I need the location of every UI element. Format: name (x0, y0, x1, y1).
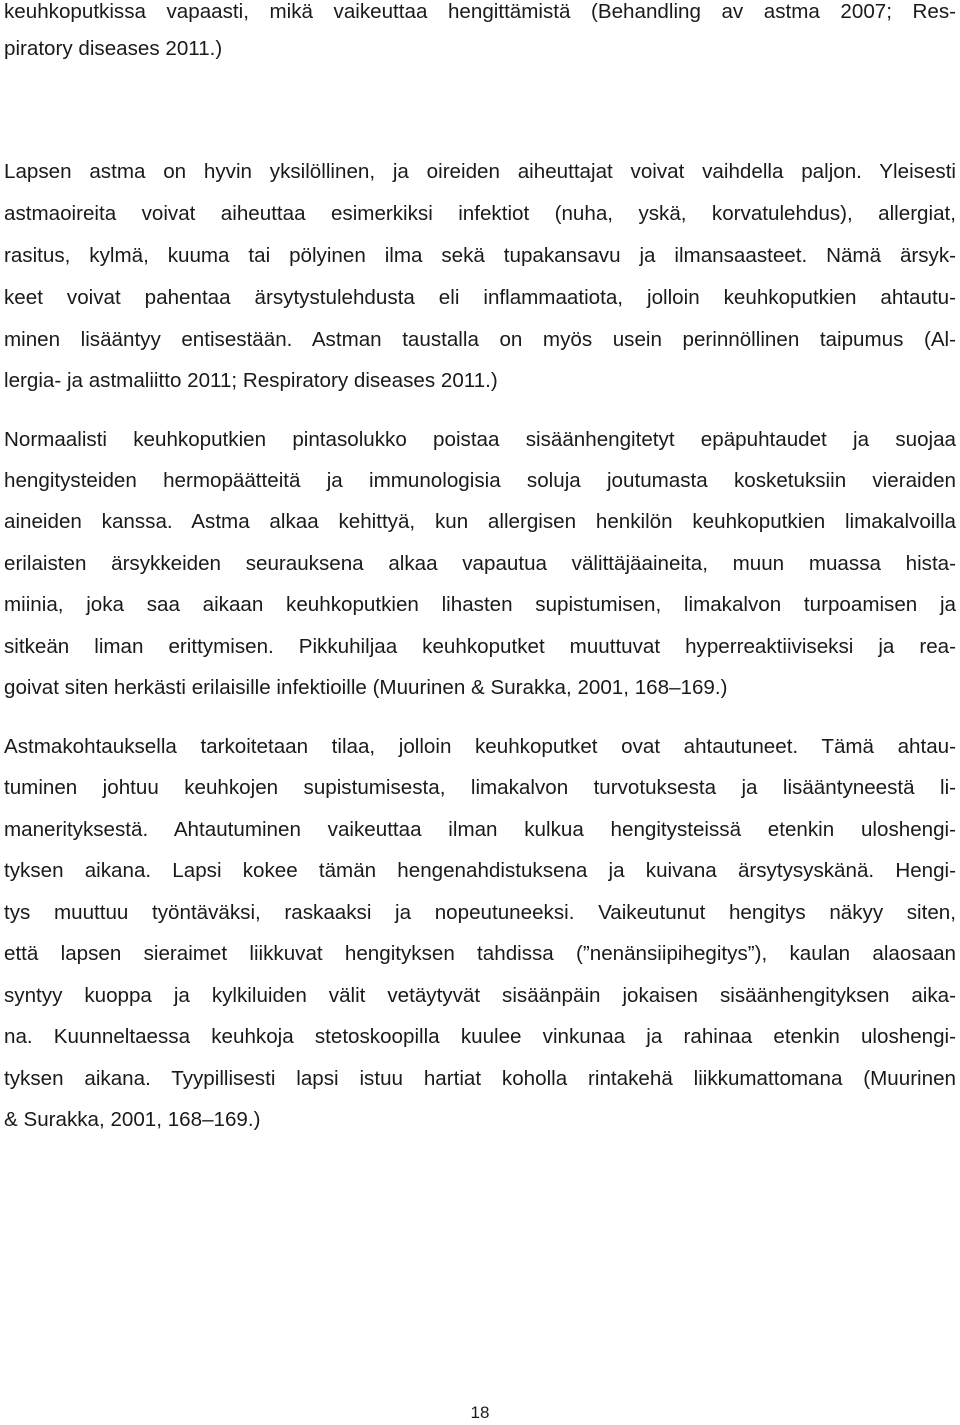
text-line: rasitus, kylmä, kuuma tai pölyinen ilma sekä tupakansavu ja ilmansaasteet. Nämä ärsyk- (4, 244, 956, 267)
text-line: että lapsen sieraimet liikkuvat hengityksen tahdissa (”nenänsiipihegitys”), kaulan alaosaan (4, 942, 956, 965)
text-line: & Surakka, 2001, 168–169.) (4, 1108, 261, 1131)
text-line: na. Kuunneltaessa keuhkoja stetoskoopilla kuulee vinkunaa ja rahinaa etenkin uloshengi- (4, 1025, 956, 1048)
text-line: hengitysteiden hermopäätteitä ja immunologisia soluja joutumasta kosketuksiin vieraiden (4, 469, 956, 492)
page-number: 18 (470, 1403, 490, 1422)
text-line: Lapsen astma on hyvin yksilöllinen, ja oireiden aiheuttajat voivat vaihdella paljon. Yleisesti (4, 160, 956, 183)
text-line: miinia, joka saa aikaan keuhkoputkien lihasten supistumisen, limakalvon turpoamisen ja (4, 593, 956, 616)
text-line: Normaalisti keuhkoputkien pintasolukko poistaa sisäänhengitetyt epäpuhtaudet ja suojaa (4, 428, 956, 451)
text-line: astmaoireita voivat aiheuttaa esimerkiksi infektiot (nuha, yskä, korvatulehdus), allergiat, (4, 202, 956, 225)
text-line: tyksen aikana. Tyypillisesti lapsi istuu hartiat koholla rintakehä liikkumattomana (Muurinen (4, 1067, 956, 1090)
text-line: lergia- ja astmaliitto 2011; Respiratory diseases 2011.) (4, 369, 498, 392)
text-line: manerityksestä. Ahtautuminen vaikeuttaa ilman kulkua hengitysteissä etenkin uloshengi- (4, 818, 956, 841)
text-line: keet voivat pahentaa ärsytystulehdusta eli inflammaatiota, jolloin keuhkoputkien ahtautu- (4, 286, 956, 309)
text-line: goivat siten herkästi erilaisille infektioille (Muurinen & Surakka, 2001, 168–169.) (4, 676, 728, 699)
text-line: aineiden kanssa. Astma alkaa kehittyä, kun allergisen henkilön keuhkoputkien limakalvoilla (4, 510, 956, 533)
text-line: minen lisääntyy entisestään. Astman taustalla on myös usein perinnöllinen taipumus (Al- (4, 328, 956, 351)
text-line: tys muuttuu työntäväksi, raskaaksi ja nopeutuneeksi. Vaikeutunut hengitys näkyy siten, (4, 901, 956, 924)
text-line: piratory diseases 2011.) (4, 37, 223, 60)
text-line: sitkeän liman erittymisen. Pikkuhiljaa keuhkoputket muuttuvat hyperreaktiiviseksi ja rea- (4, 635, 956, 658)
text-line: Astmakohtauksella tarkoitetaan tilaa, jolloin keuhkoputket ovat ahtautuneet. Tämä ahtau- (4, 735, 956, 758)
text-line: tyksen aikana. Lapsi kokee tämän hengenahdistuksena ja kuivana ärsytysyskänä. Hengi- (4, 859, 956, 882)
text-line: erilaisten ärsykkeiden seurauksena alkaa vapautua välittäjäaineita, muun muassa hista- (4, 552, 956, 575)
text-line: tuminen johtuu keuhkojen supistumisesta, limakalvon turvotuksesta ja lisääntyneestä li- (4, 776, 956, 799)
text-line: syntyy kuoppa ja kylkiluiden välit vetäytyvät sisäänpäin jokaisen sisäänhengityksen aika- (4, 984, 956, 1007)
text-line: keuhkoputkissa vapaasti, mikä vaikeuttaa hengittämistä (Behandling av astma 2007; Res- (4, 0, 956, 23)
